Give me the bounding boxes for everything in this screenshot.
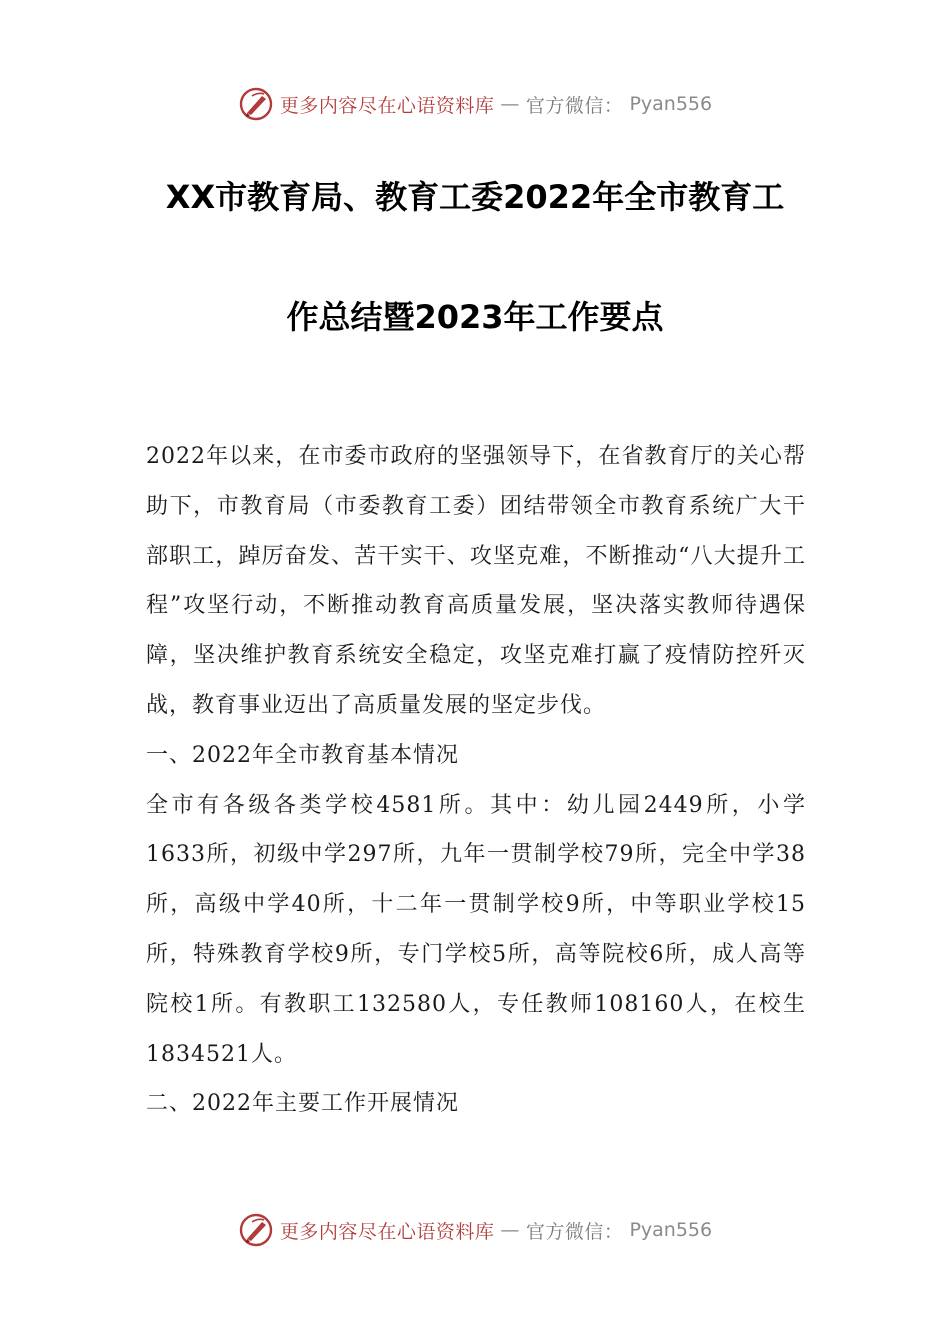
watermark-wechat-id: Pyan556 xyxy=(629,1219,713,1241)
watermark-wechat-id: Pyan556 xyxy=(629,93,713,115)
watermark-main-text: 更多内容尽在心语资料库 xyxy=(279,94,495,117)
watermark-main-text: 更多内容尽在心语资料库 xyxy=(279,1220,495,1243)
document-title-line-1: XX市教育局、教育工委2022年全市教育工 xyxy=(165,178,785,216)
watermark-wechat-label: 官方微信： xyxy=(525,1220,624,1243)
header-watermark xyxy=(0,82,950,126)
intro-paragraph: 2022年以来，在市委市政府的坚强领导下，在省教育厅的关心帮助下，市教育局（市委教育工委）团结带领全市教育系统广大干部职工，踔厉奋发、苦干实干、攻坚克难，不断推动“八大提升工程”攻坚行动，不断推动教育高质量发展，坚决落实教师待遇保障，坚决维护教育系统安全稳定，攻坚克难打赢了疫情防控歼灭战，教育事业迈出了高质量发展的坚定步伐。 xyxy=(146,444,806,718)
section-1-heading: 一、2022年全市教育基本情况 xyxy=(146,742,459,768)
watermark-dash: — xyxy=(500,93,520,115)
document-body xyxy=(146,432,806,1129)
pen-logo-icon xyxy=(238,86,274,122)
watermark-dash: — xyxy=(500,1219,520,1241)
pen-logo-icon xyxy=(238,1212,274,1248)
watermark-wechat-label: 官方微信： xyxy=(525,94,624,117)
footer-watermark xyxy=(0,1208,950,1252)
section-2-heading: 二、2022年主要工作开展情况 xyxy=(146,1091,459,1117)
document-title-line-2: 作总结暨2023年工作要点 xyxy=(286,298,664,336)
section-1-paragraph: 全市有各级各类学校4581所。其中：幼儿园2449所，小学1633所，初级中学297所，九年一贯制学校79所，完全中学38所，高级中学40所，十二年一贯制学校9所，中等职业学校15所，特殊教育学校9所，专门学校5所，高等院校6所，成人高等院校1所。有教职工132580人，专任教师108160人，在校生1834521人。 xyxy=(146,792,806,1067)
